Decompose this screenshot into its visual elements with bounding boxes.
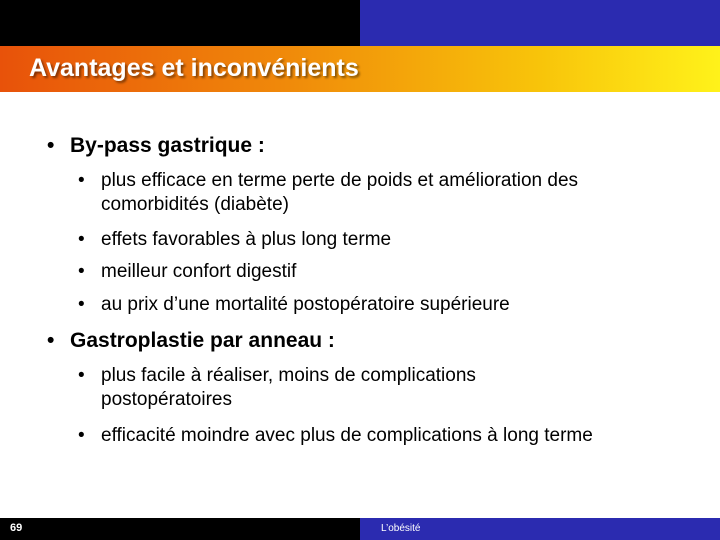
bullet-icon: • [47,134,55,157]
bullet-icon: • [78,425,85,446]
list-item: meilleur confort digestif [101,261,297,282]
bullet-icon: • [78,261,85,282]
list-item: au prix d’une mortalité postopératoire supérieure [101,294,510,315]
slide-title: Avantages et inconvénients [29,54,359,82]
bullet-icon: • [47,329,55,352]
bullet-icon: • [78,229,85,250]
list-item: plus efficace en terme perte de poids et amélioration des comorbidités (diabète) [101,170,579,215]
list-item: plus facile à réaliser, moins de complications postopératoires [101,365,476,410]
list-item: effets favorables à plus long terme [101,229,392,250]
footer-black-band [0,518,360,540]
bullet-icon: • [78,365,85,386]
bullet-icon: • [78,294,85,315]
section-heading-gastroplastie: Gastroplastie par anneau : [70,329,335,352]
page-number: 69 [10,522,23,534]
list-item: efficacité moindre avec plus de complications à long terme [101,425,593,446]
section-heading-bypass: By-pass gastrique : [70,134,265,157]
bullet-icon: • [78,170,85,191]
footer-title: L’obésité [381,523,421,534]
